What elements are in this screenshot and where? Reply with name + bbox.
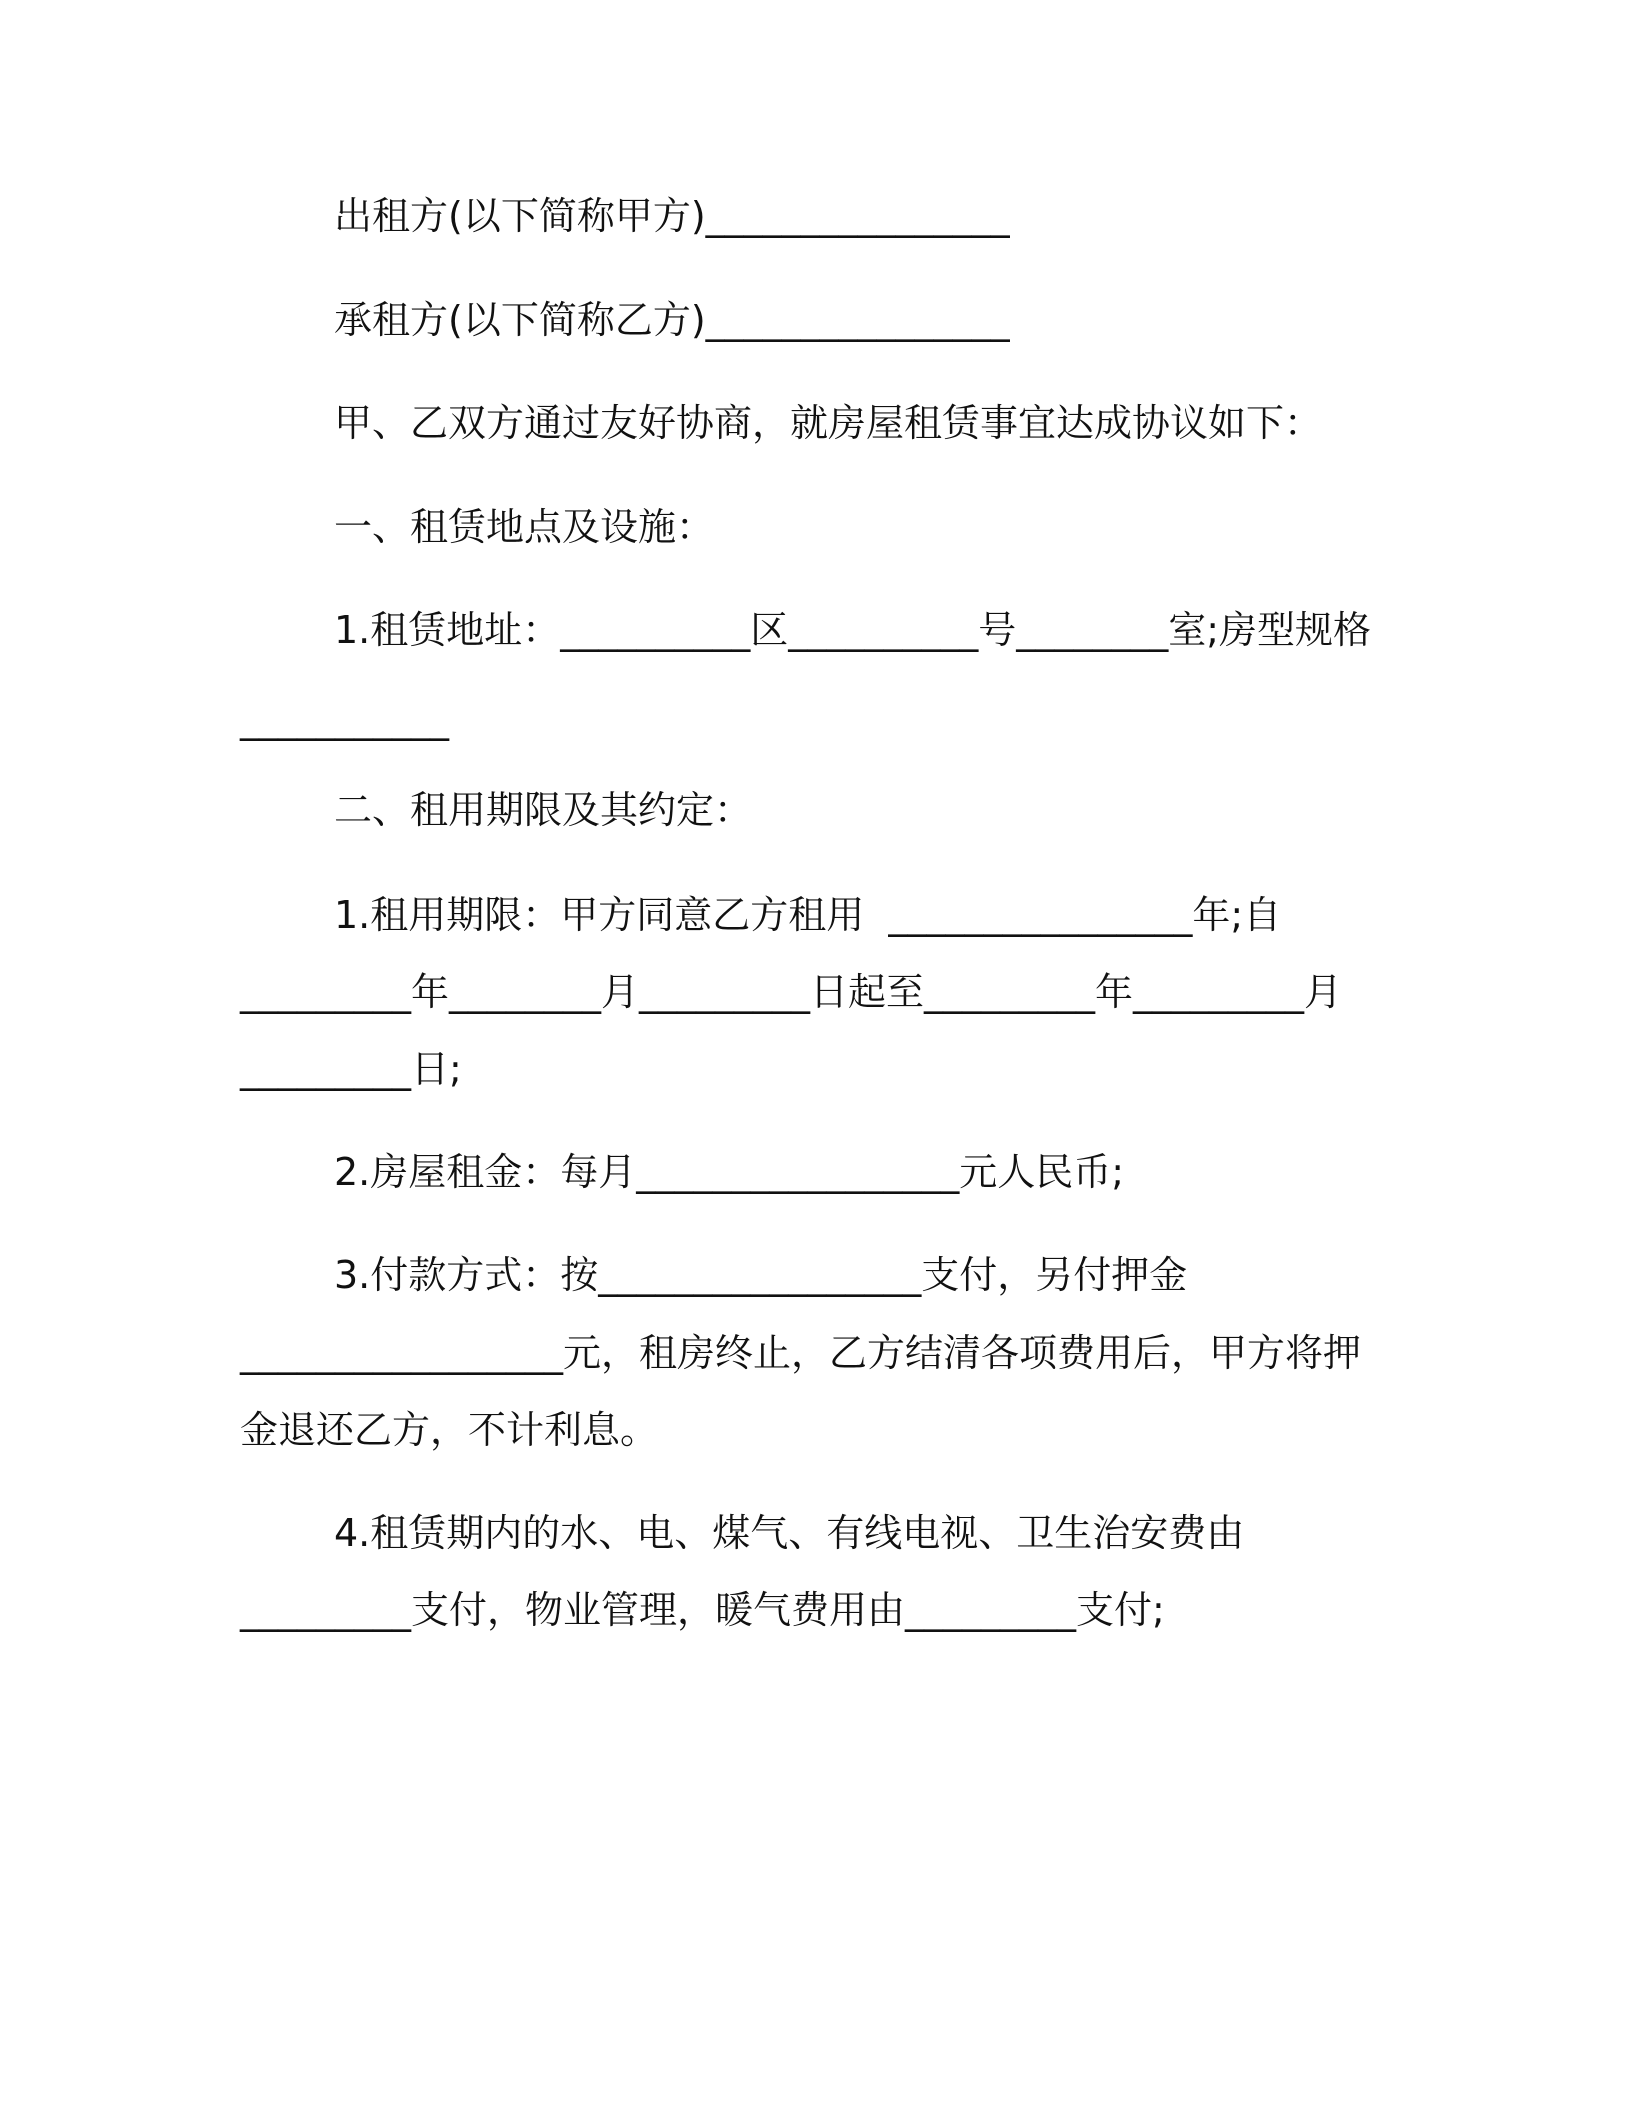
item2-1-line-b: _________年________月_________日起至_________年_________月	[240, 970, 1343, 1014]
section1-heading: 一、租赁地点及设施：	[334, 505, 715, 549]
item1-1-line-b: ___________	[240, 697, 449, 741]
lessor-line: 出租方(以下简称甲方)________________	[334, 194, 1010, 238]
section2-heading: 二、租用期限及其约定：	[334, 788, 753, 832]
item2-4-line-b: _________支付，物业管理，暖气费用由_________支付;	[240, 1588, 1165, 1632]
item2-1-line-a: 1.租用期限：甲方同意乙方租用 ________________年;自	[334, 893, 1282, 937]
item1-1-line-a: 1.租赁地址：__________区__________号________室;房型规格	[334, 608, 1372, 652]
lessee-line: 承租方(以下简称乙方)________________	[334, 298, 1010, 342]
item2-3-line-b: _________________元，租房终止，乙方结清各项费用后，甲方将押	[240, 1331, 1362, 1375]
item2-1-line-c: _________日;	[240, 1047, 462, 1091]
item2-3-line-c: 金退还乙方，不计利息。	[240, 1408, 659, 1452]
item2-4-line-a: 4.租赁期内的水、电、煤气、有线电视、卫生治安费由	[334, 1511, 1245, 1555]
item2-2-line: 2.房屋租金：每月_________________元人民币;	[334, 1150, 1125, 1194]
item2-3-line-a: 3.付款方式：按_________________支付，另付押金	[334, 1253, 1188, 1297]
preamble-line: 甲、乙双方通过友好协商，就房屋租赁事宜达成协议如下：	[334, 401, 1323, 445]
